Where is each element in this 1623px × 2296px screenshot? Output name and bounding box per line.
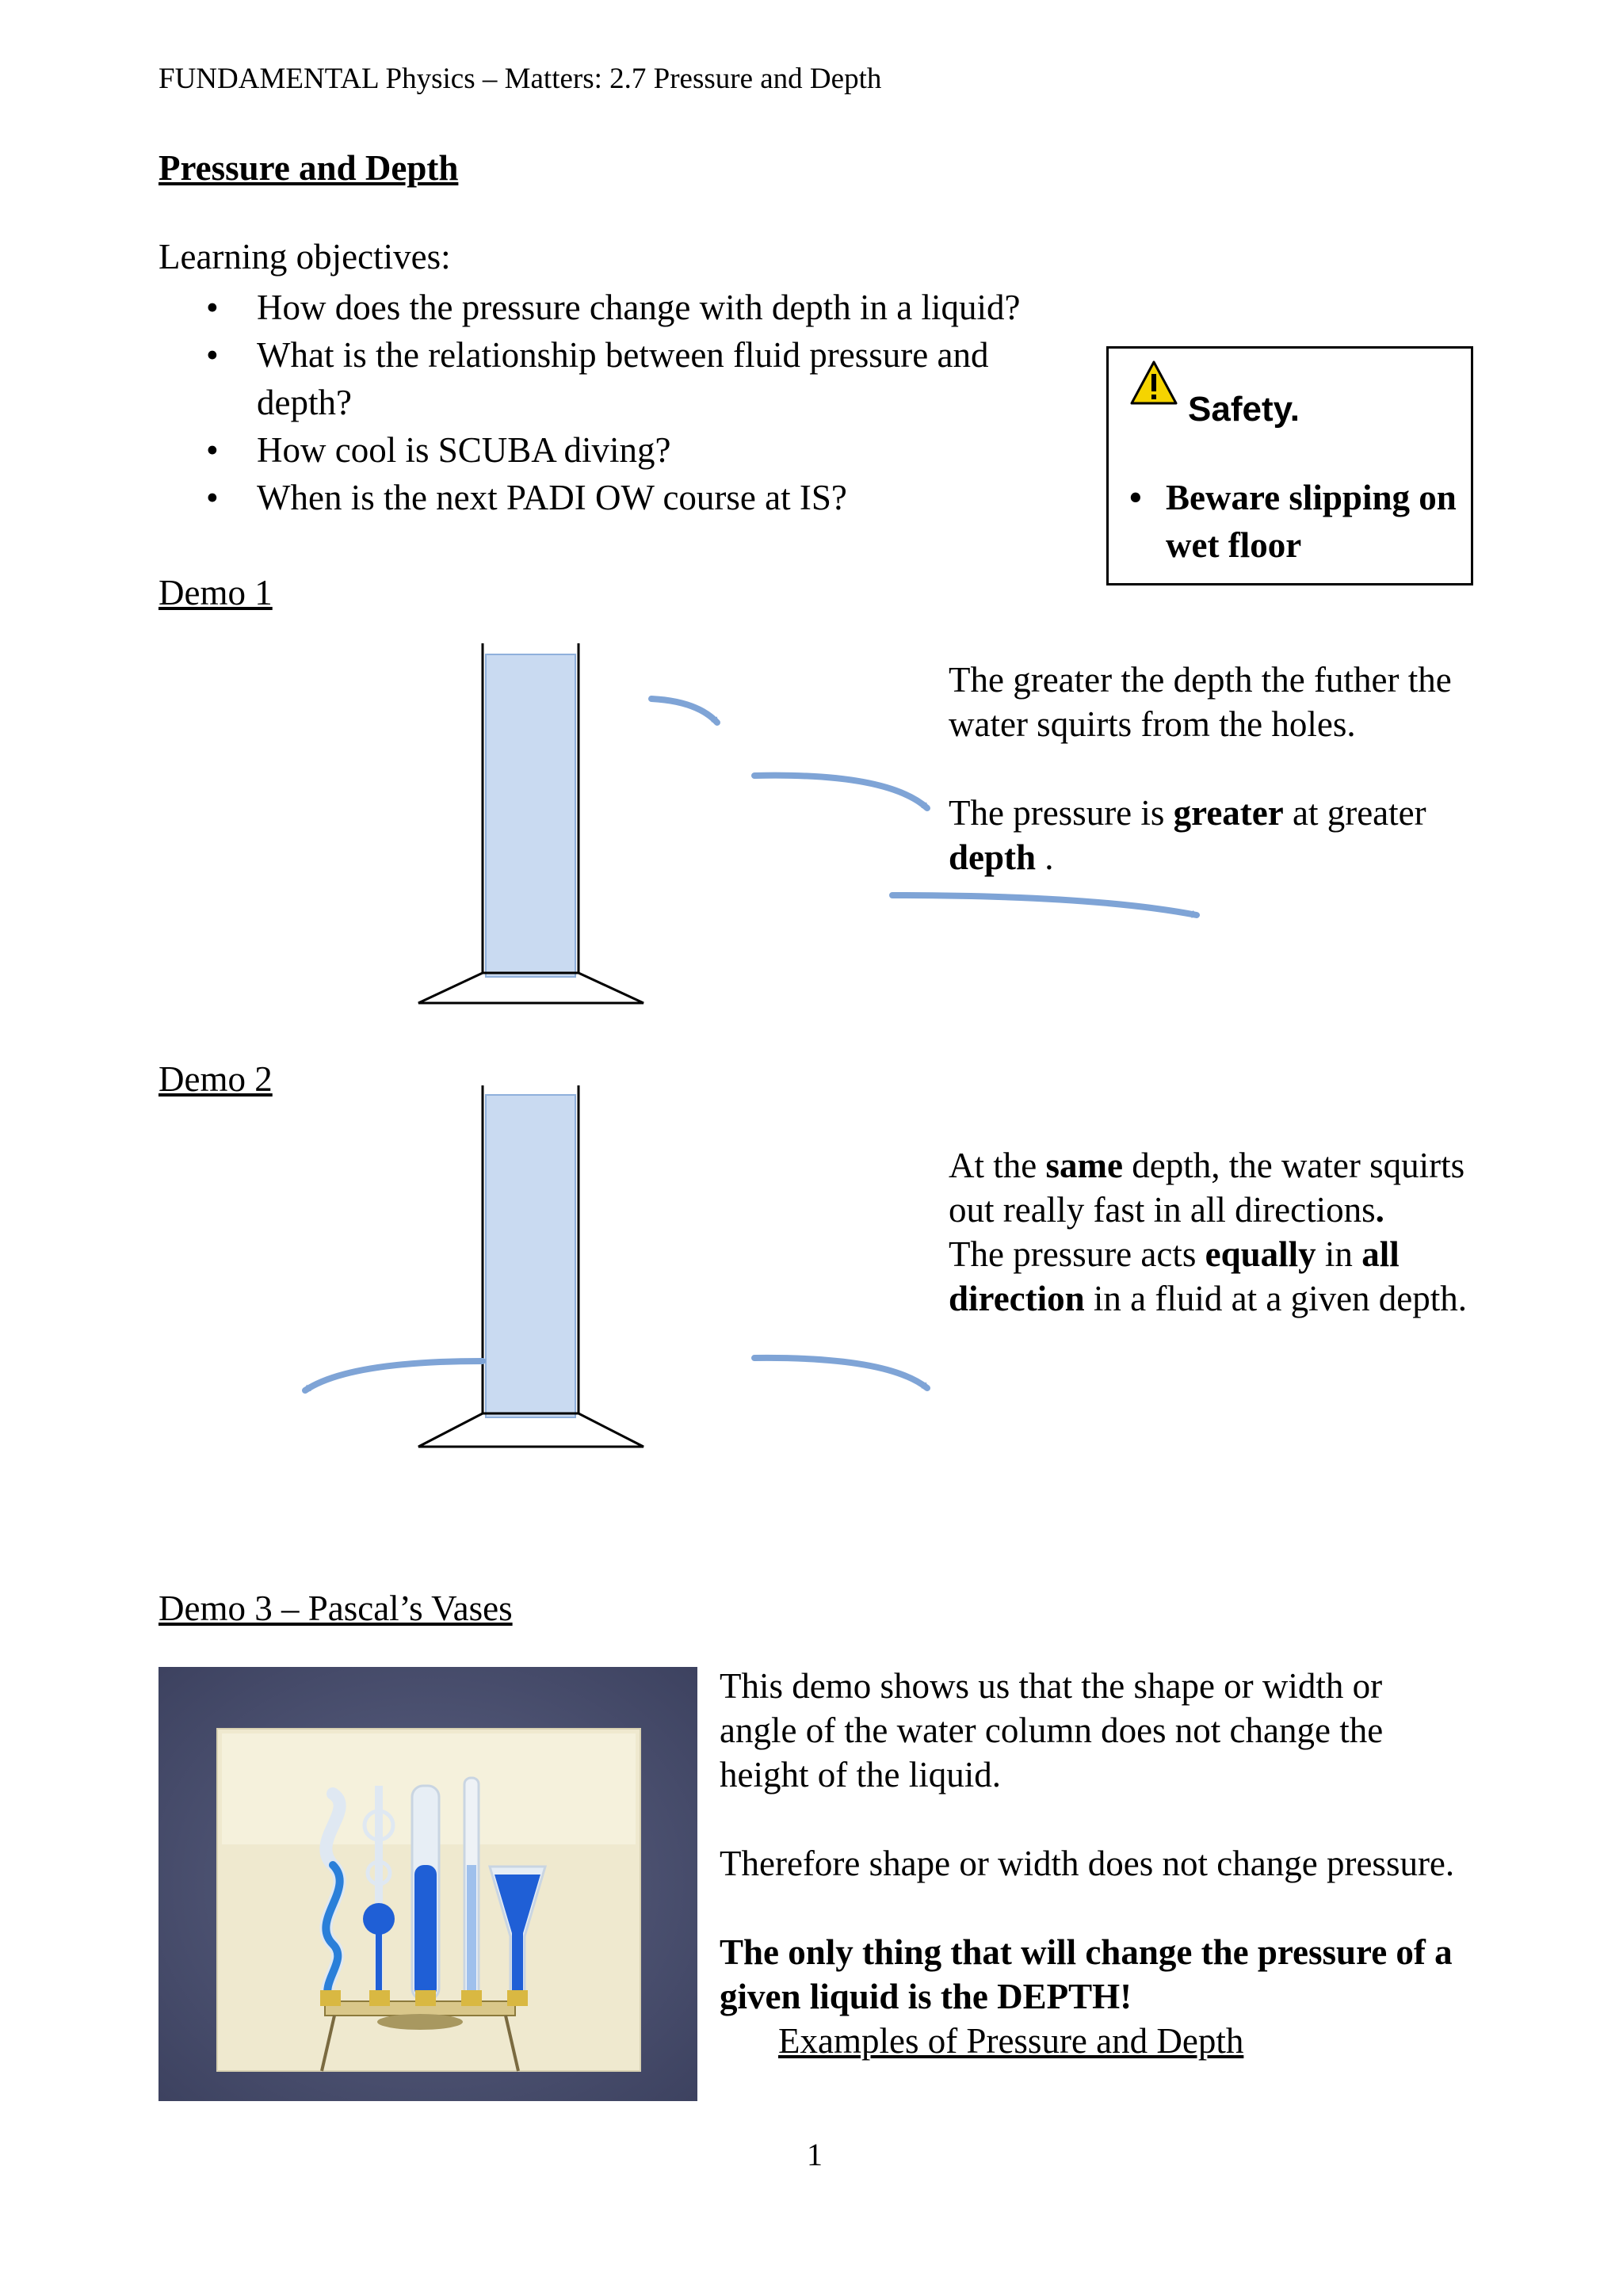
page-title: Pressure and Depth xyxy=(158,148,459,188)
demo2-jet-right xyxy=(754,1358,927,1388)
demo1-cylinder xyxy=(418,643,643,1003)
demo2-text2: The pressure acts equally in all direction in a fluid at a given depth. xyxy=(949,1234,1468,1318)
demo1-jet-top xyxy=(651,699,717,723)
demo3-explanation xyxy=(720,1664,1465,2063)
demo3-label: Demo 3 – Pascal’s Vases xyxy=(158,1589,513,1628)
objective-item: • What is the relationship between fluid pressure and depth? xyxy=(206,331,1049,426)
safety-title: Safety. xyxy=(1188,390,1300,429)
demo1-explanation xyxy=(949,658,1503,879)
demo1-label: Demo 1 xyxy=(158,573,273,612)
demo2-jet-left xyxy=(305,1361,483,1390)
demo3-text3: The only thing that will change the pressure of a given liquid is the DEPTH! xyxy=(720,1932,1453,2016)
demo1-jet-bottom xyxy=(892,895,1197,915)
demo1-jet-middle xyxy=(754,776,927,808)
objective-item: • When is the next PADI OW course at IS? xyxy=(206,474,1078,521)
demo2-label: Demo 2 xyxy=(158,1059,273,1099)
demo3-text2: Therefore shape or width does not change pressure. xyxy=(720,1844,1455,1883)
demo1-text1: The greater the depth the futher the water squirts from the holes. xyxy=(949,660,1452,744)
learning-objectives-heading: Learning objectives: xyxy=(158,237,451,277)
page-header: FUNDAMENTAL Physics – Matters: 2.7 Pressure and Depth xyxy=(158,63,882,95)
demo2-text1: At the same depth, the water squirts out really fast in all directions. xyxy=(949,1146,1465,1230)
objective-item: • How does the pressure change with depth in a liquid? xyxy=(206,284,1078,331)
pascals-vases-photo xyxy=(158,1667,697,2101)
objective-item: • How cool is SCUBA diving? xyxy=(206,426,1078,474)
demo2-cylinder xyxy=(418,1085,643,1447)
examples-heading: Examples of Pressure and Depth xyxy=(778,2021,1244,2061)
safety-item: • Beware slipping on wet floor xyxy=(1129,474,1462,569)
demo3-text1: This demo shows us that the shape or width or angle of the water column does not change the height of the liquid. xyxy=(720,1666,1384,1794)
page-number: 1 xyxy=(807,2137,823,2172)
pascals-vases-image xyxy=(158,1667,697,2101)
demo1-text2: The pressure is greater at greater depth . xyxy=(949,793,1426,877)
demo2-explanation xyxy=(949,1143,1472,1321)
